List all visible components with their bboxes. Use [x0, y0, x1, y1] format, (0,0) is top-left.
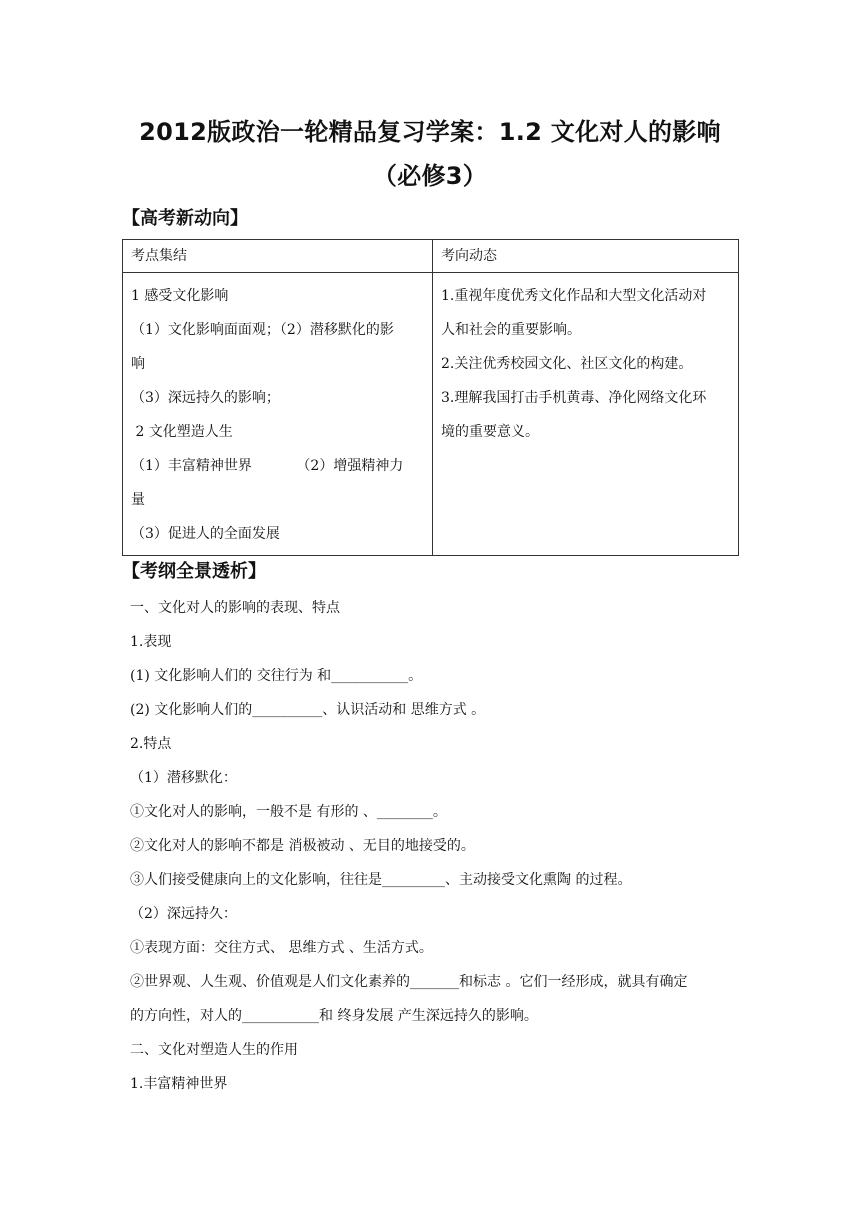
body-line: 1.表现: [130, 634, 172, 650]
cell-text-line: 2 文化塑造人生: [131, 424, 233, 440]
cell-text-line: （1）丰富精神世界 （2）增强精神力: [131, 458, 404, 474]
table-header-cell: 考向动态: [433, 240, 739, 273]
body-line: 的方向性，对人的___________和 终身发展 产生深远持久的影响。: [130, 1008, 538, 1024]
body-line: (1) 文化影响人们的 交往行为 和___________。: [130, 668, 423, 684]
document-body: [130, 596, 740, 1106]
table-header-cell: 考点集结: [123, 240, 433, 273]
body-line: 二、文化对塑造人生的作用: [130, 1042, 298, 1058]
exam-points-table: [122, 239, 739, 556]
cell-text-line: （1）文化影响面面观；（2）潜移默化的影: [131, 322, 394, 338]
section-heading-trends: 【高考新动向】: [122, 208, 248, 229]
body-line: 1.丰富精神世界: [130, 1076, 228, 1092]
body-line: ①文化对人的影响，一般不是 有形的 、________。: [130, 804, 447, 820]
cell-text-line: （3）促进人的全面发展: [131, 526, 280, 542]
cell-text-line: （3）深远持久的影响；: [131, 390, 280, 406]
cell-text-line: 量: [131, 492, 145, 508]
cell-text-line: 1 感受文化影响: [131, 288, 229, 304]
cell-text-line: 响: [131, 356, 145, 372]
body-line: 2.特点: [130, 736, 172, 752]
table-cell-exam-trends: [433, 273, 739, 556]
table-header-row: [123, 240, 739, 273]
table-cell-exam-points: [123, 273, 433, 556]
body-line: （1）潜移默化：: [130, 770, 237, 786]
body-line: ①表现方面：交往方式、 思维方式 、生活方式。: [130, 940, 433, 956]
body-line: ②文化对人的影响不都是 消极被动 、无目的地接受的。: [130, 838, 475, 854]
section-heading-outline: 【考纲全景透析】: [122, 561, 266, 582]
cell-text-line: 境的重要意义。: [441, 424, 539, 440]
body-line: （2）深远持久：: [130, 906, 237, 922]
cell-text-line: 人和社会的重要影响。: [441, 322, 581, 338]
body-line: ②世界观、人生观、价值观是人们文化素养的_______和标志 。它们一经形成，就具有确定: [130, 974, 688, 990]
document-title: 2012版政治一轮精品复习学案：1.2 文化对人的影响（必修3）: [139, 118, 721, 190]
body-line: (2) 文化影响人们的__________、认识活动和 思维方式 。: [130, 702, 486, 718]
table-row: [123, 273, 739, 556]
cell-text-line: 2.关注优秀校园文化、社区文化的构建。: [441, 356, 693, 372]
cell-text-line: 3.理解我国打击手机黄毒、净化网络文化环: [441, 390, 707, 406]
cell-text-line: 1.重视年度优秀文化作品和大型文化活动对: [441, 288, 707, 304]
body-line: 一、文化对人的影响的表现、特点: [130, 600, 340, 616]
body-line: ③人们接受健康向上的文化影响，往往是_________、主动接受文化熏陶 的过程。: [130, 872, 632, 888]
